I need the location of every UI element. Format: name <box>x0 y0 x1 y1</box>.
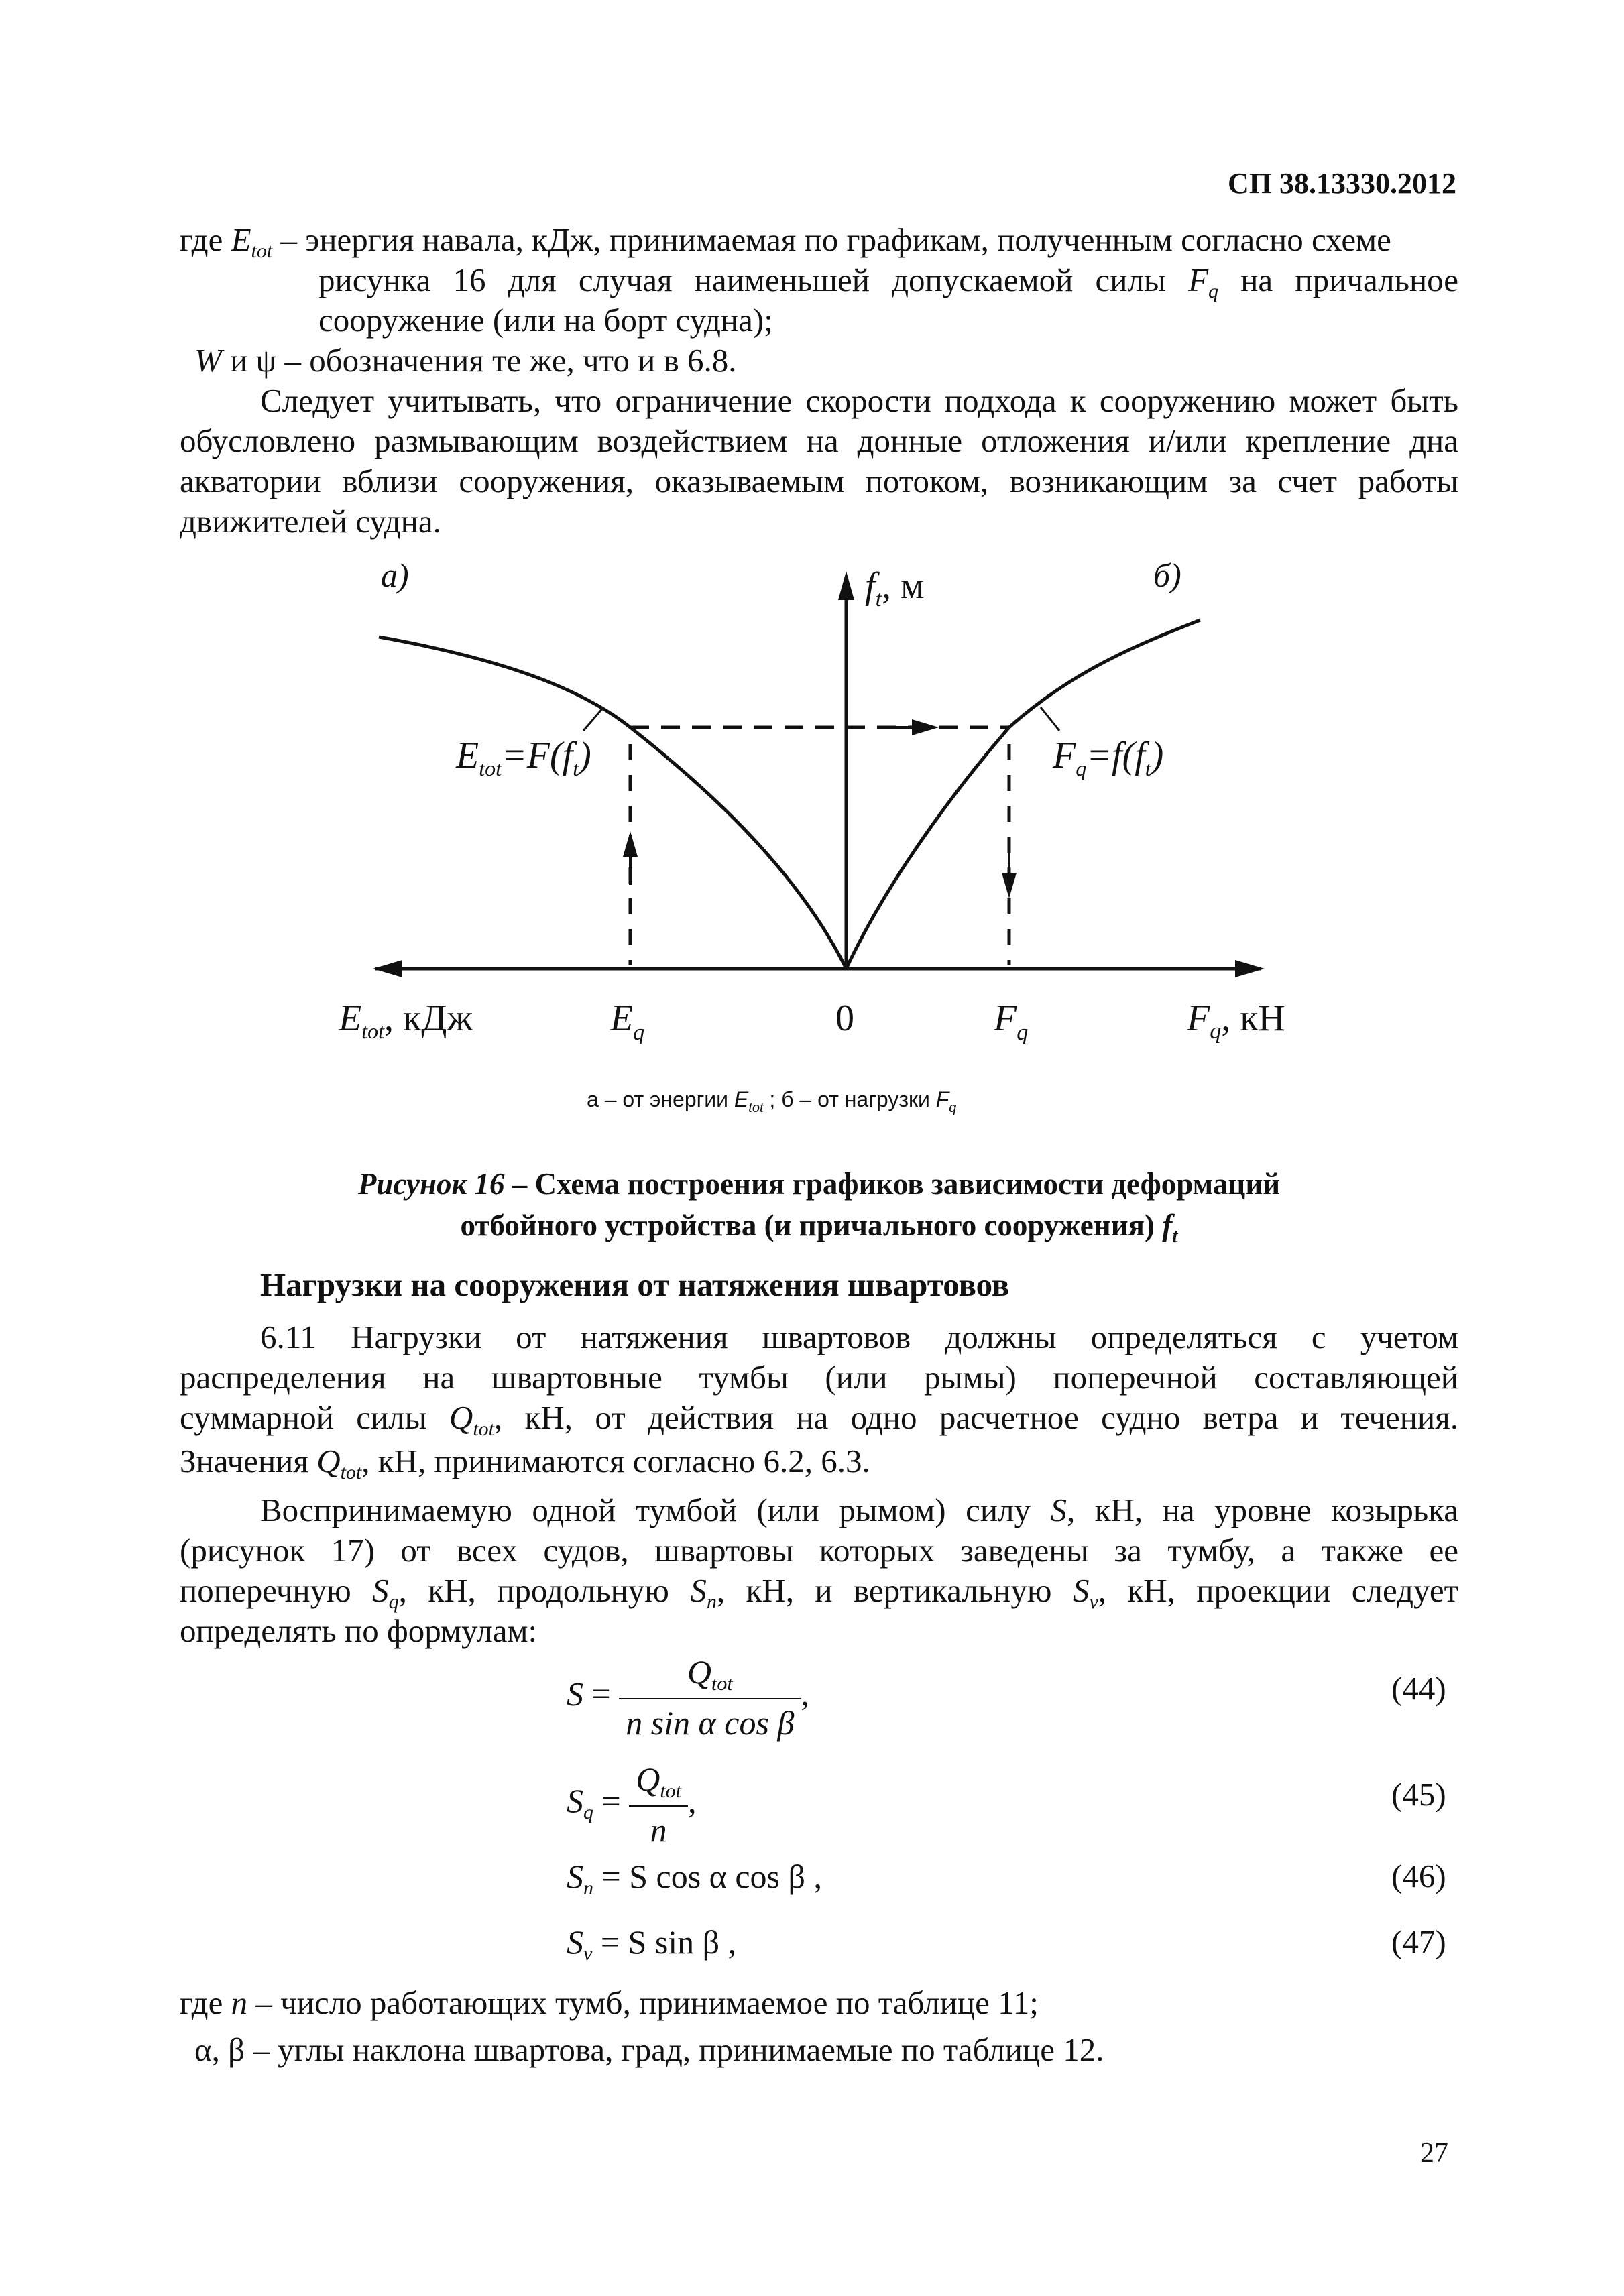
section-heading: Нагрузки на сооружения от натяжения швартовов <box>260 1266 1010 1303</box>
right-axis-arrowhead <box>1235 960 1265 977</box>
equation-45: $S_q$ = $\frac{Q_{tot}}{n}$ , <box>567 1760 697 1849</box>
equation-45-fraction: $\frac{Q_{tot}}{n}$ <box>629 1760 688 1850</box>
equation-44-fraction: $\frac{Q_{tot}}{\text{n sin α cos β}}$ <box>619 1652 801 1742</box>
tick-eq-label: $E_q$ <box>610 998 645 1045</box>
equation-47-number: (47) <box>1391 1923 1446 1960</box>
load-curve-leader <box>1041 707 1059 731</box>
y-axis-label: $f_t$, м <box>865 565 925 611</box>
para-611-line-2: распределения на швартовные тумбы (или рымы) поперечной составляющей <box>180 1359 1458 1396</box>
energy-curve-leader <box>583 707 603 731</box>
force-line-3: поперечную $S_q$, кН, продольную $S_n$, кН, и вертикальную $S_v$, кН, проекции следует <box>180 1572 1459 1613</box>
document-code: СП 38.13330.2012 <box>1228 167 1456 200</box>
where-bottom-line-1: где n – число работающих тумб, принимаемое по таблице 11; <box>180 1984 1039 2021</box>
dashed-arrow-up <box>623 831 638 857</box>
approach-line-1: Следует учитывать, что ограничение скорости подхода к сооружению может быть <box>260 382 1458 419</box>
where-bottom-line-2: α, β – углы наклона швартова, град, принимаемые по таблице 12. <box>194 2031 1104 2068</box>
vertical-axis-arrowhead <box>838 571 854 600</box>
equation-45-number: (45) <box>1391 1776 1446 1813</box>
panel-b-label: б) <box>1153 556 1181 594</box>
where-line-1: где $E_{tot}$ – энергия навала, кДж, принимаемая по графикам, полученным согласно схеме <box>180 221 1391 262</box>
equation-44-number: (44) <box>1391 1670 1446 1707</box>
load-curve <box>846 620 1200 969</box>
energy-curve <box>379 637 846 969</box>
where-line-2: рисунка 16 для случая наименьшей допускаемой силы $F_q$ на причальное <box>318 261 1459 302</box>
left-axis-label: $E_{tot}$, кДж <box>339 998 473 1043</box>
approach-line-4: движителей судна. <box>180 503 441 540</box>
right-axis-label: $F_q$, кН <box>1187 998 1285 1044</box>
para-611-line-1: 6.11 Нагрузки от натяжения швартовов должны определяться с учетом <box>260 1319 1458 1355</box>
where-line-3: сооружение (или на борт судна); <box>318 302 773 339</box>
force-line-2: (рисунок 17) от всех судов, швартовы которых заведены за тумбу, а также ее <box>180 1532 1458 1569</box>
equation-47: $S_v = S$ sin β , <box>567 1923 737 1965</box>
approach-line-2: обусловлено размывающим воздействием на донные отложения и/или крепление дна <box>180 422 1458 459</box>
f-q-symbol: $F_q$ <box>1188 261 1218 302</box>
equation-46-number: (46) <box>1391 1858 1446 1894</box>
tick-zero-label: 0 <box>835 998 854 1039</box>
approach-line-3: акватории вблизи сооружения, оказываемым потоком, возникающим за счет работы <box>180 463 1458 499</box>
where-w-psi: W и ψ – обозначения те же, что и в 6.8. <box>194 342 737 379</box>
equation-46: $S_n = S$ cos α cos β , <box>567 1858 822 1899</box>
e-tot-symbol: $E_{tot}$ <box>231 221 273 262</box>
load-curve-label: $F_q=f(f_t)$ <box>1053 735 1164 780</box>
tick-fq-label: $F_q$ <box>994 998 1029 1045</box>
left-axis-arrowhead <box>373 960 402 977</box>
dashed-arrow-down <box>1002 873 1017 898</box>
force-line-1: Воспринимаемую одной тумбой (или рымом) силу S, кН, на уровне козырька <box>260 1492 1458 1528</box>
para-611-line-4: Значения $Q_{tot}$, кН, принимаются согласно 6.2, 6.3. <box>180 1443 870 1484</box>
energy-curve-label: $E_{tot}=F(f_t)$ <box>456 735 591 780</box>
figure-sub-caption: а – от энергии $E_{tot}$ ; б – от нагрузки $F_q$ <box>587 1087 957 1115</box>
figure-caption: Рисунок 16 – Схема построения графиков зависимости деформаций отбойного устройства (и причального сооружения) $f_t$ <box>357 1167 1281 1247</box>
page-number: 27 <box>1420 2138 1448 2169</box>
dashed-arrow-right <box>912 719 939 735</box>
panel-a-label: а) <box>381 556 409 594</box>
para-611-line-3: суммарной силы $Q_{tot}$, кН, от действия на одно расчетное судно ветра и течения. <box>180 1399 1458 1440</box>
force-line-4: определять по формулам: <box>180 1612 538 1649</box>
equation-44: S = $\frac{Q_{tot}}{\text{n sin α cos β}}$ , <box>567 1653 809 1742</box>
